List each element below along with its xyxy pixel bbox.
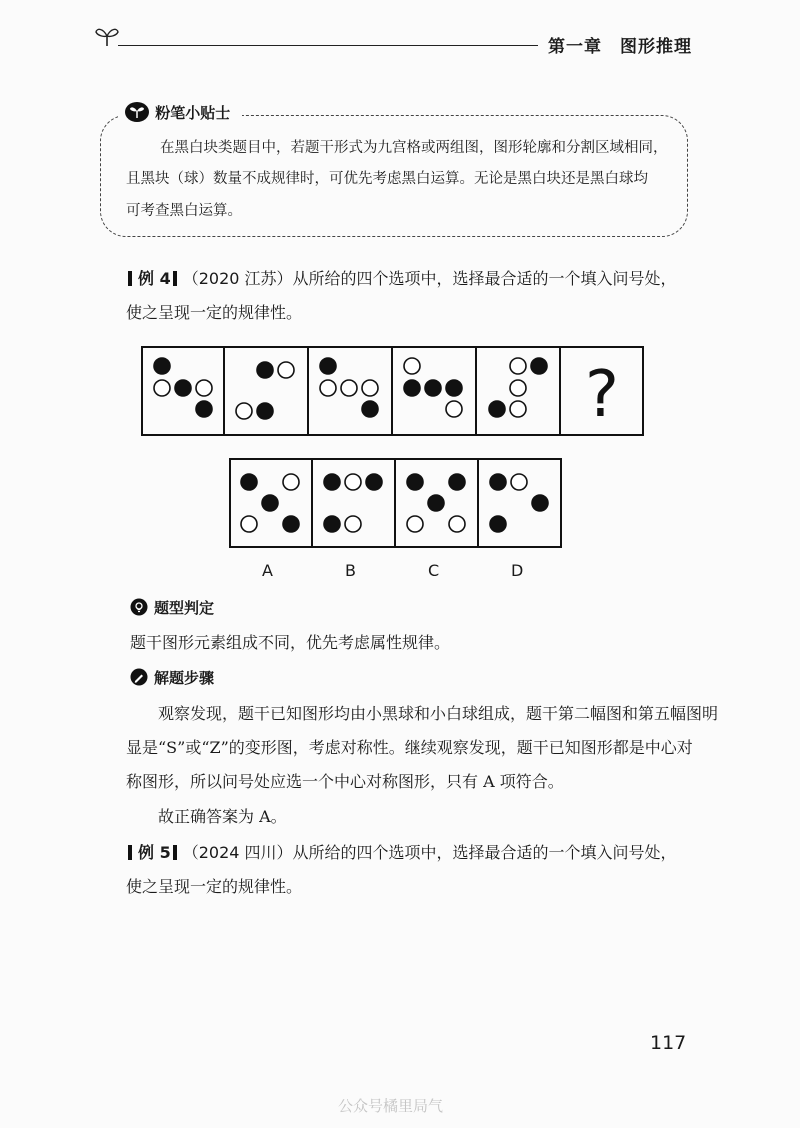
white-ball: [196, 380, 212, 396]
watermark: 公众号橘里局气: [338, 1097, 444, 1115]
black-ball: [362, 401, 378, 417]
black-ball: [531, 358, 547, 374]
tip-title: 粉笔小贴士: [155, 104, 231, 122]
option-c-label: C: [428, 561, 440, 580]
section-type-title: 题型判定: [154, 599, 215, 617]
example5-question: （2024 四川）从所给的四个选项中，选择最合适的一个填入问号处，: [182, 843, 677, 862]
black-ball: [404, 380, 420, 396]
header-rule: [118, 45, 538, 46]
white-ball: [278, 362, 294, 378]
example5-line-2: 使之呈现一定的规律性。: [126, 877, 303, 896]
black-ball: [324, 474, 340, 490]
black-ball: [175, 380, 191, 396]
white-ball: [510, 401, 526, 417]
section-steps-title: 解题步骤: [154, 669, 215, 687]
black-ball: [262, 495, 278, 511]
steps-line-3: 称图形，所以问号处应选一个中心对称图形，只有 A 项符合。: [126, 772, 564, 791]
steps-line-2: 显是“S”或“Z”的变形图，考虑对称性。继续观察发现，题干已知图形都是中心对: [126, 738, 693, 757]
black-ball: [489, 401, 505, 417]
white-ball: [511, 474, 527, 490]
page-number: 117: [650, 1032, 687, 1054]
pen-icon: [130, 668, 148, 686]
black-ball: [428, 495, 444, 511]
example4-question: （2020 江苏）从所给的四个选项中，选择最合适的一个填入问号处，: [182, 269, 677, 288]
example4-line-1: [126, 268, 677, 290]
black-ball: [446, 380, 462, 396]
option-b-label: B: [345, 561, 356, 580]
white-ball: [407, 516, 423, 532]
black-ball: [257, 403, 273, 419]
black-ball: [257, 362, 273, 378]
black-ball: [196, 401, 212, 417]
white-ball: [446, 401, 462, 417]
bar-mark: [173, 845, 177, 860]
white-ball: [362, 380, 378, 396]
tip-line-1: 在黑白块类题目中，若题干形式为九宫格或两组图，图形轮廓和分割区域相同，: [160, 140, 668, 156]
white-ball: [236, 403, 252, 419]
white-ball: [404, 358, 420, 374]
option-a-label: A: [262, 561, 273, 580]
steps-line-1: 观察发现，题干已知图形均由小黑球和小白球组成，题干第二幅图和第五幅图明: [158, 704, 719, 723]
black-ball: [407, 474, 423, 490]
black-ball: [324, 516, 340, 532]
white-ball: [449, 516, 465, 532]
bar-mark: [173, 271, 177, 286]
white-ball: [510, 380, 526, 396]
bar-mark: [128, 271, 132, 286]
answer-line: 故正确答案为 A。: [158, 807, 287, 826]
running-header: [548, 32, 692, 57]
question-mark: ?: [585, 358, 619, 432]
example5-line-1: [126, 842, 677, 864]
tip-line-3: 可考查黑白运算。: [126, 203, 242, 219]
black-ball: [241, 474, 257, 490]
black-ball: [283, 516, 299, 532]
tip-line-2: 且黑块（球）数量不成规律时，可优先考虑黑白运算。无论是黑白块还是黑白球均: [126, 171, 648, 187]
black-ball: [320, 358, 336, 374]
white-ball: [510, 358, 526, 374]
sprout-icon: [94, 24, 120, 48]
example4-line-2: 使之呈现一定的规律性。: [126, 303, 303, 322]
lightbulb-icon: [130, 598, 148, 616]
white-ball: [345, 474, 361, 490]
black-ball: [366, 474, 382, 490]
white-ball: [341, 380, 357, 396]
puzzle-question-row: [141, 346, 644, 436]
white-ball: [320, 380, 336, 396]
section-type-heading: [130, 598, 214, 618]
white-ball: [283, 474, 299, 490]
black-ball: [449, 474, 465, 490]
black-ball: [490, 516, 506, 532]
example5-label: 例 5: [138, 843, 171, 862]
section-steps-heading: [130, 668, 214, 688]
sprout-badge-icon: [124, 101, 150, 123]
example4-label: 例 4: [138, 269, 171, 288]
section-type-text: 题干图形元素组成不同，优先考虑属性规律。: [130, 633, 451, 652]
black-ball: [490, 474, 506, 490]
puzzle-options-row: [229, 458, 562, 548]
bar-mark: [128, 845, 132, 860]
black-ball: [532, 495, 548, 511]
option-d-label: D: [511, 561, 524, 580]
section-label: 图形推理: [620, 37, 692, 57]
black-ball: [154, 358, 170, 374]
white-ball: [345, 516, 361, 532]
tip-label: [118, 101, 242, 125]
black-ball: [425, 380, 441, 396]
chapter-label: 第一章: [548, 37, 602, 57]
white-ball: [241, 516, 257, 532]
white-ball: [154, 380, 170, 396]
